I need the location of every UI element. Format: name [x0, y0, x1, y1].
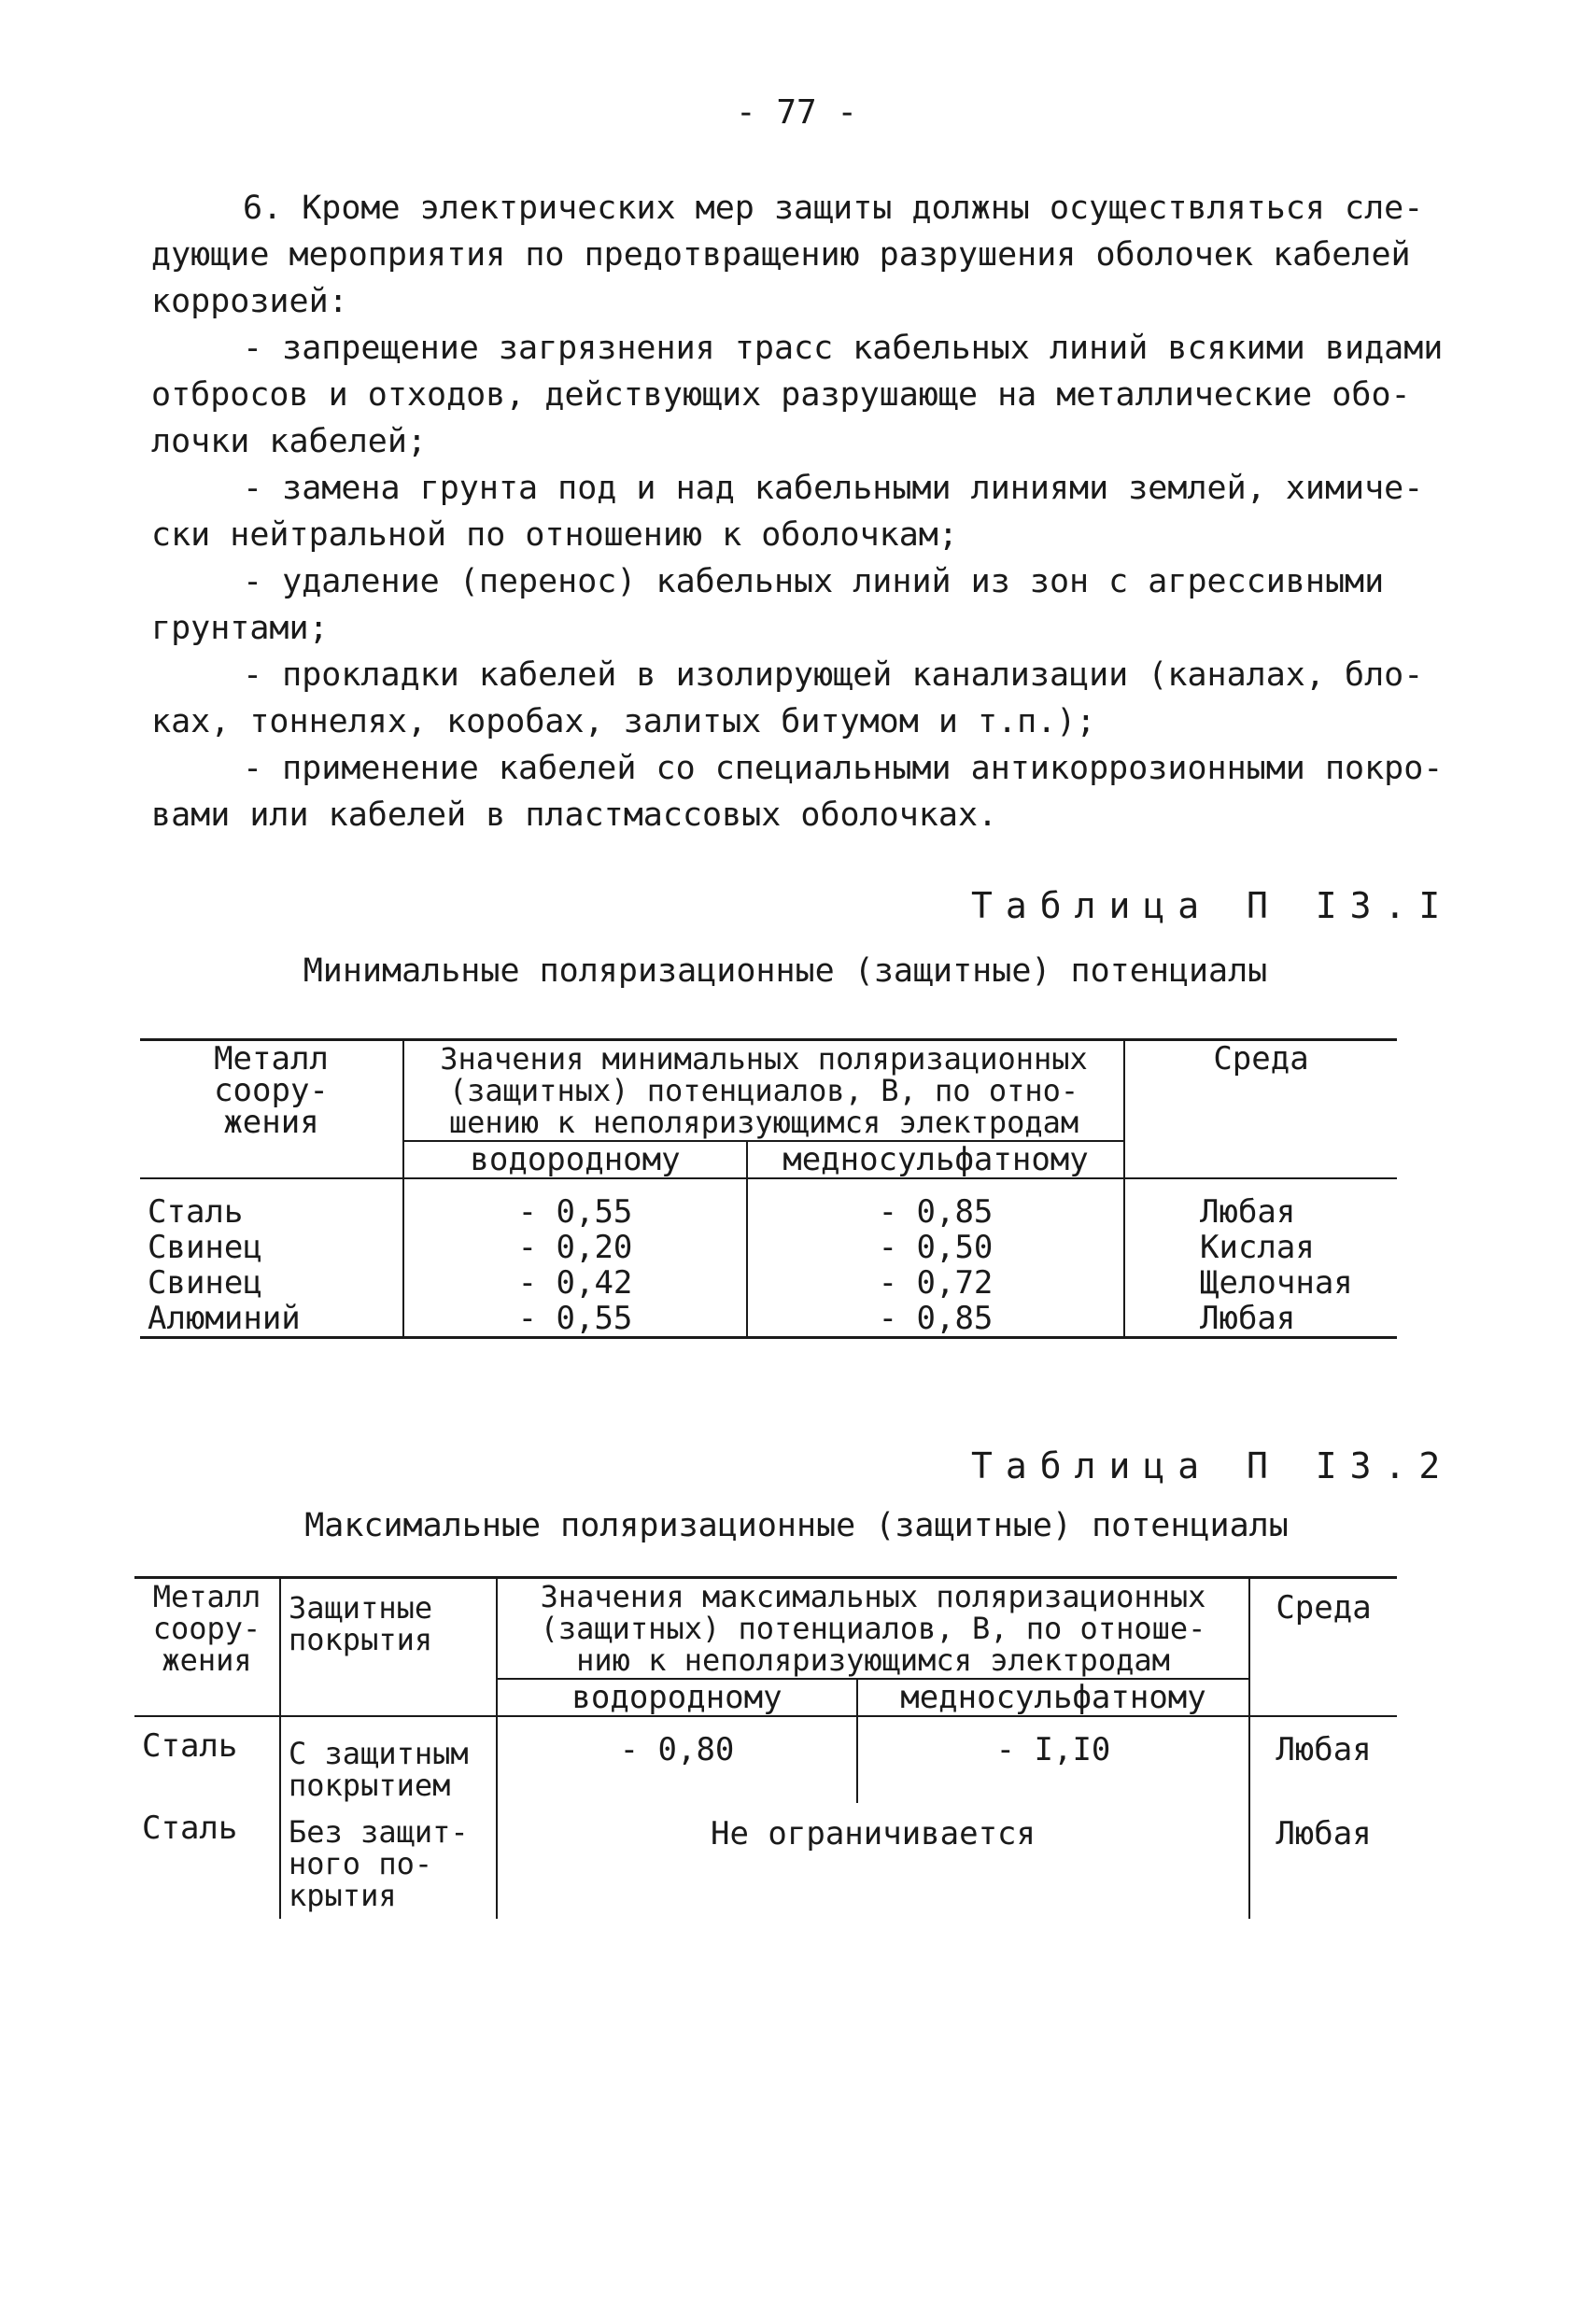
cell-metal: Сталь — [134, 1803, 280, 1919]
text-line: ках, тоннелях, коробах, залитых битумом и т.п.); — [151, 703, 1096, 740]
cell-env: Кислая — [1200, 1229, 1315, 1266]
cell-copper: - 0,85 — [747, 1178, 1124, 1230]
cell-env: Щелочная — [1200, 1264, 1353, 1302]
table1-subheader-copper: медносульфатному — [747, 1141, 1124, 1178]
table-row — [134, 1716, 1397, 1803]
table2-header-values: Значения максимальных поляризационных (защитных) потенциалов, В, по отноше- нию к неполяризующимся электродам — [497, 1578, 1249, 1680]
text-line: дующие мероприятия по предотвращению разрушения оболочек кабелей — [151, 236, 1411, 274]
cell-env: Любая — [1124, 1301, 1397, 1338]
list-item: - прокладки кабелей в изолирующей канализации (каналах, бло- — [243, 656, 1424, 694]
list-item: - удаление (перенос) кабельных линий из зон с агрессивными — [243, 563, 1385, 600]
table1-header-env: Среда — [1124, 1040, 1397, 1179]
text-line: ски нейтральной по отношению к оболочкам; — [151, 516, 958, 554]
cell-hydrogen: - 0,80 — [497, 1716, 857, 1803]
cell-metal: Свинец — [140, 1230, 403, 1265]
table2-header-metal: Металл соору- жения — [134, 1578, 280, 1717]
cell-merged: Не ограничивается — [497, 1803, 1249, 1919]
cell-copper: - I,I0 — [857, 1716, 1249, 1803]
cell-hydrogen: - 0,55 — [403, 1178, 747, 1230]
table-row — [140, 1265, 1397, 1301]
table2-header-coating: Защитные покрытия — [280, 1578, 497, 1717]
text-line: 6. Кроме электрических мер защиты должны осуществляться сле- — [243, 190, 1424, 227]
cell-coating: С защитным покрытием — [280, 1716, 497, 1803]
cell-env: Любая — [1276, 1731, 1372, 1768]
cell-copper: - 0,72 — [747, 1265, 1124, 1301]
cell-copper: - 0,50 — [747, 1230, 1124, 1265]
text-line: грунтами; — [151, 610, 329, 647]
cell-metal: Сталь — [134, 1716, 280, 1803]
cell-metal: Свинец — [140, 1265, 403, 1301]
table2-caption: Максимальные поляризационные (защитные) потенциалы — [304, 1507, 1289, 1544]
table-row — [134, 1803, 1397, 1919]
list-item: - применение кабелей со специальными антикоррозионными покро- — [243, 750, 1444, 787]
page-number: - 77 - — [735, 93, 858, 132]
table2-subheader-hydrogen: водородному — [497, 1679, 857, 1716]
table-row — [140, 1178, 1397, 1230]
list-item: - замена грунта под и над кабельными линиями землей, химиче- — [243, 470, 1424, 507]
cell-metal: Сталь — [140, 1178, 403, 1230]
table2 — [134, 1576, 1397, 1919]
cell-coating: Без защит- ного по- крытия — [280, 1803, 497, 1919]
table2-subheader-copper: медносульфатному — [857, 1679, 1249, 1716]
table2-header-env: Среда — [1249, 1578, 1397, 1717]
cell-hydrogen: - 0,55 — [403, 1301, 747, 1338]
text-line: вами или кабелей в пластмассовых оболочках. — [151, 796, 998, 834]
table-row — [140, 1230, 1397, 1265]
cell-env: Любая — [1200, 1193, 1296, 1231]
text-line: отбросов и отходов, действующих разрушающе на металлические обо- — [151, 376, 1411, 414]
table2-label: Таблица П I3.2 — [971, 1445, 1454, 1486]
cell-env: Любая — [1276, 1815, 1372, 1852]
text-line: коррозией: — [151, 283, 348, 320]
table1-header-metal: Металл соору- жения — [140, 1040, 403, 1179]
table1 — [140, 1038, 1397, 1339]
list-item: - запрещение загрязнения трасс кабельных линий всякими видами — [243, 330, 1444, 367]
table1-subheader-hydrogen: водородному — [403, 1141, 747, 1178]
cell-copper: - 0,85 — [747, 1301, 1124, 1338]
text-line: лочки кабелей; — [151, 423, 428, 460]
paragraph-6 — [151, 185, 1444, 838]
table1-caption: Минимальные поляризационные (защитные) потенциалы — [303, 952, 1268, 990]
table-row — [140, 1301, 1397, 1338]
cell-hydrogen: - 0,42 — [403, 1265, 747, 1301]
table1-label: Таблица П I3.I — [971, 885, 1454, 926]
table1-header-values: Значения минимальных поляризационных (защитных) потенциалов, В, по отно- шению к неполяризующимся электродам — [403, 1040, 1124, 1142]
cell-hydrogen: - 0,20 — [403, 1230, 747, 1265]
cell-metal: Алюминий — [140, 1301, 403, 1338]
